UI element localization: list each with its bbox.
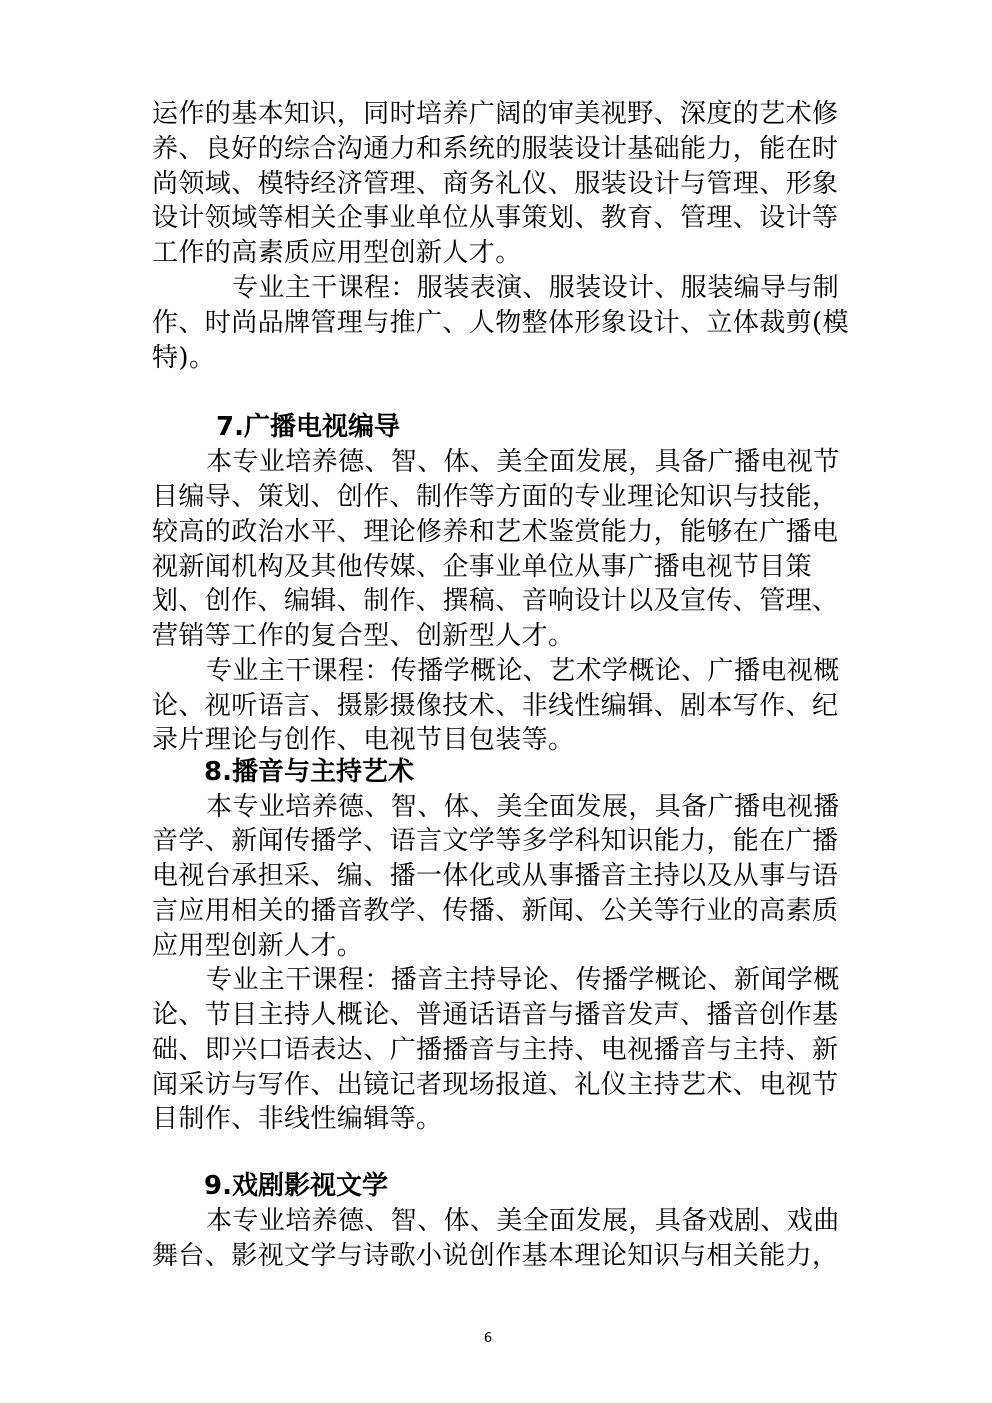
section-8-description-line: 应用型创新人才。 [152, 931, 364, 961]
section-8-description-line: 本专业培养德、智、体、美全面发展，具备广播电视播 [206, 792, 840, 822]
section-9-heading: 9.戏剧影视文学 [204, 1171, 388, 1201]
section-7-courses-line: 录片理论与创作、电视节目包装等。 [152, 725, 575, 755]
section-8-description-line: 电视台承担采、编、播一体化或从事播音主持以及从事与语 [152, 861, 839, 891]
section-8-courses-line: 础、即兴口语表达、广播播音与主持、电视播音与主持、新 [152, 1035, 839, 1065]
intro-paragraph-line: 运作的基本知识，同时培养广阔的审美视野、深度的艺术修 [152, 99, 839, 129]
section-8-courses-line: 论、节目主持人概论、普通话语音与播音发声、播音创作基 [152, 1000, 839, 1030]
intro-paragraph-line: 工作的高素质应用型创新人才。 [152, 238, 522, 268]
section-7-description-line: 营销等工作的复合型、创新型人才。 [152, 621, 575, 651]
section-7-description-line: 目编导、策划、创作、制作等方面的专业理论知识与技能， [152, 482, 839, 512]
section-8-description-line: 言应用相关的播音教学、传播、新闻、公关等行业的高素质 [152, 896, 839, 926]
section-8-courses-line: 目制作、非线性编辑等。 [152, 1104, 443, 1134]
section-9-description-line: 本专业培养德、智、体、美全面发展，具备戏剧、戏曲 [206, 1206, 840, 1236]
section-7-courses-line: 论、视听语言、摄影摄像技术、非线性编辑、剧本写作、纪 [152, 691, 839, 721]
section-7-description-line: 较高的政治水平、理论修养和艺术鉴赏能力，能够在广播电 [152, 517, 839, 547]
intro-paragraph-line: 设计领域等相关企事业单位从事策划、教育、管理、设计等 [152, 203, 839, 233]
section-9-description-line: 舞台、影视文学与诗歌小说创作基本理论知识与相关能力， [152, 1241, 839, 1271]
section-7-heading: 7.广播电视编导 [216, 412, 400, 442]
section-8-courses-line: 专业主干课程：播音主持导论、传播学概论、新闻学概 [206, 965, 840, 995]
intro-paragraph-line: 尚领域、模特经济管理、商务礼仪、服装设计与管理、形象 [152, 169, 839, 199]
section-8-heading: 8.播音与主持艺术 [204, 757, 414, 787]
intro-paragraph-line: 养、良好的综合沟通力和系统的服装设计基础能力，能在时 [152, 134, 839, 164]
section-7-description-line: 本专业培养德、智、体、美全面发展，具备广播电视节 [206, 447, 840, 477]
intro-courses-line: 特)。 [152, 343, 216, 373]
section-7-courses-line: 专业主干课程：传播学概论、艺术学概论、广播电视概 [206, 656, 840, 686]
intro-courses-line: 作、时尚品牌管理与推广、人物整体形象设计、立体裁剪(模 [152, 308, 849, 338]
intro-courses-line: 专业主干课程：服装表演、服装设计、服装编导与制 [232, 273, 840, 303]
section-7-description-line: 视新闻机构及其他传媒、企事业单位从事广播电视节目策 [152, 552, 813, 582]
section-8-courses-line: 闻采访与写作、出镜记者现场报道、礼仪主持艺术、电视节 [152, 1070, 839, 1100]
section-7-description-line: 划、创作、编辑、制作、撰稿、音响设计以及宣传、管理、 [152, 586, 839, 616]
page-number: 6 [483, 1331, 493, 1346]
section-8-description-line: 音学、新闻传播学、语言文学等多学科知识能力，能在广播 [152, 826, 839, 856]
